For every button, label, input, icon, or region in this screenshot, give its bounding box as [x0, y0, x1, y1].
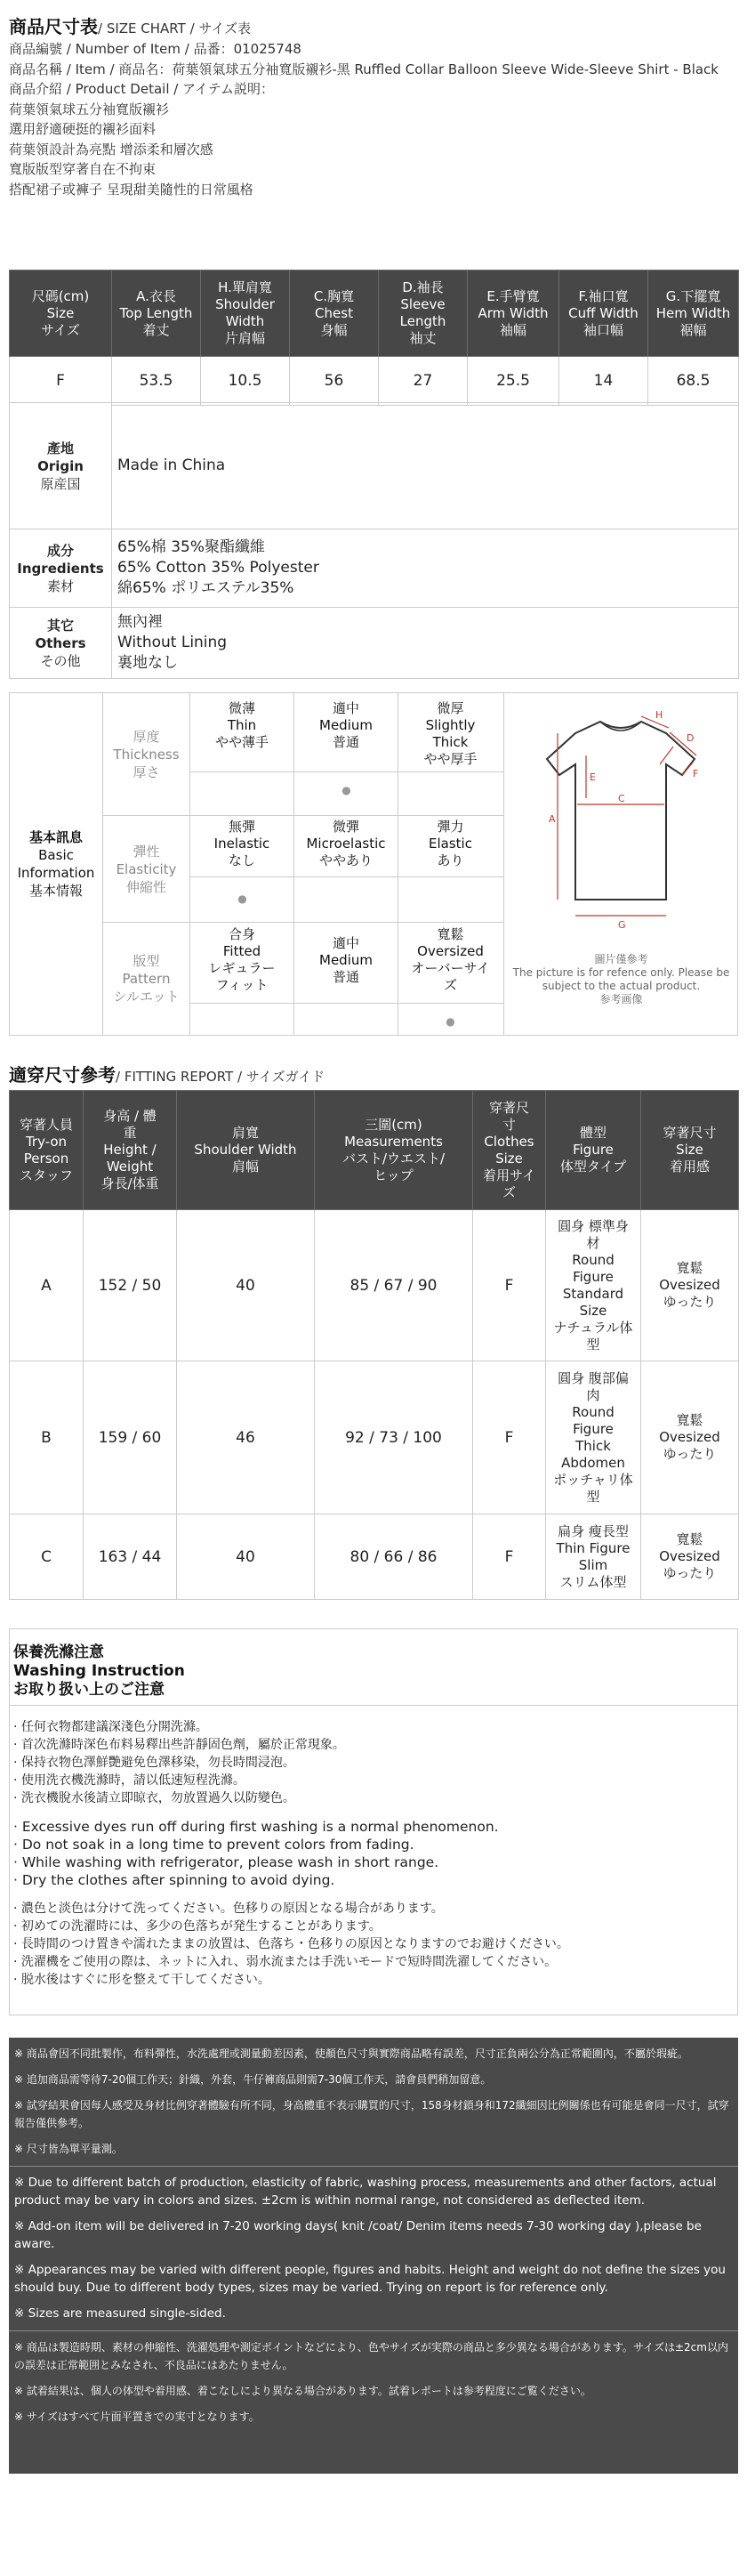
header-top-length: A.衣長 Top Length 着丈 [112, 271, 201, 357]
pattern-label: 版型 Pattern シルエット [103, 923, 190, 1035]
thickness-option-thin: 微薄 Thin やや薄手 [190, 700, 294, 816]
header-size: 尺碼(cm) Size サイズ [10, 271, 112, 357]
washing-item: · 使用洗衣機洗滌時，請以低速短程洗滌。 [13, 1773, 245, 1788]
fitting-header-row [10, 1091, 739, 1210]
product-info [9, 39, 738, 199]
fitting-row [10, 1210, 739, 1361]
diagram-letter-a: A [549, 813, 556, 825]
washing-item: · 脱水後はすぐに形を整えて干してください。 [13, 1973, 270, 1987]
size-cell: F [473, 1514, 546, 1600]
washing-item: · While washing with refrigerator, please wash in short range. [13, 1854, 439, 1870]
size-cell: 27 [379, 357, 468, 406]
washing-body [13, 1718, 734, 1999]
header-fit: 穿著尺寸 Size 着用感 [641, 1091, 739, 1210]
item-number: 商品編號 / Number of Item / 品番：01025748 [9, 41, 301, 57]
washing-title-jp: お取り扱い上のご注意 [13, 1681, 165, 1699]
size-cell: 68.5 [648, 357, 739, 406]
note-item: ※ Sizes are measured single-sided. [14, 2306, 226, 2321]
header-figure: 體型 Figure 体型タイプ [546, 1091, 641, 1210]
diagram-letter-f: F [693, 768, 699, 779]
figure-cell: 圓身 腹部偏 肉 Round Figure Thick Abdomen ポッチャリ体 型 [546, 1361, 641, 1514]
origin-label: 產地 Origin 原産国 [10, 403, 112, 529]
note-item: ※ Due to different batch of production, elasticity of fabric, washing process, measurements and other factors, actual product may be vary in colors and sizes. ±2cm is within normal range, not considered as deflected item. [14, 2176, 717, 2208]
person-cell: C [10, 1514, 84, 1600]
washing-item: · 洗濯機をご使用の際は、ネットに入れ、弱水流または手洗いモードで短時間洗濯してください。 [13, 1955, 558, 1969]
washing-item: · 洗衣機脫水後請立即晾衣，勿放置過久以防變色。 [13, 1791, 295, 1805]
thickness-option-thick: 微厚 Slightly Thick やや厚手 [423, 700, 478, 767]
height-weight-cell: 163 / 44 [84, 1514, 177, 1600]
size-cell: 53.5 [112, 357, 201, 406]
size-chart-table [9, 270, 739, 406]
fitting-report-heading [9, 1061, 325, 1086]
header-height-weight: 身高 / 體 重 Height / Weight 身長/体重 [84, 1091, 177, 1210]
header-cuff-width: F.袖口寬 Cuff Width 袖口幅 [559, 271, 648, 357]
notes-panel [9, 2038, 738, 2474]
note-item: ※ 尺寸皆為單平量測。 [14, 2143, 123, 2155]
fit-cell: 寬鬆 Ovesized ゆったり [641, 1514, 739, 1600]
header-shoulder: 肩寬 Shoulder Width 肩幅 [177, 1091, 315, 1210]
basic-information-label: 基本訊息 Basic Information 基本情報 [10, 693, 103, 1035]
note-item: ※ サイズはすべて片面平置きでの実寸となります。 [14, 2410, 260, 2423]
washing-item: · 長時間のつけ置きや濡れたままの放置は、色落ち・色移りの原因となりますのでお避けください。 [13, 1937, 569, 1951]
product-detail-line: 選用舒適硬挺的襯衫面料 [9, 121, 157, 137]
product-detail-table [9, 402, 739, 679]
note-item: ※ 試穿結果會因每人感受及身材比例穿著體驗有所不同，身高體重不表示購買的尺寸，158身材鎖身和172纖細因比例關係也有可能是會同一尺寸，試穿報告僅供參考。 [14, 2099, 729, 2129]
washing-item: · 首次洗滌時深色布料易釋出些許靜固色劑，屬於正常現象。 [13, 1738, 345, 1752]
diagram-letter-g: G [618, 919, 626, 931]
diagram-letter-h: H [655, 709, 663, 721]
shoulder-cell: 40 [177, 1210, 315, 1361]
note-item: ※ 試着結果は、個人の体型や着用感、着こなしにより異なる場合があります。試着レポートは参考程度にご覧ください。 [14, 2385, 591, 2397]
notes-divider [9, 2330, 738, 2331]
fabric-attributes-grid [103, 693, 503, 1035]
size-cell: 56 [290, 357, 379, 406]
washing-jp-list [13, 1900, 734, 1989]
size-row [10, 357, 739, 406]
size-cell: F [473, 1210, 546, 1361]
fitting-report-subtitle: / FITTING REPORT / サイズガイド [116, 1069, 325, 1085]
ingredients-value: 65%棉 35%聚酯纖維 65% Cotton 35% Polyester 綿65% ポリエステル35% [112, 529, 739, 608]
washing-item: · Excessive dyes run off during first washing is a normal phenomenon. [13, 1819, 499, 1835]
height-weight-cell: 159 / 60 [84, 1361, 177, 1514]
basic-information-panel [9, 692, 738, 1036]
note-item: ※ 商品會因不同批製作，布料彈性，水洗處理或測量動差因素，使顏色尺寸與實際商品略有誤差，尺寸正負兩公分為正常範圍內，不屬於瑕疵。 [14, 2047, 688, 2060]
others-row [10, 608, 739, 679]
elasticity-selected-dot: ● [237, 892, 247, 905]
pattern-option-medium: 適中 Medium 普通 [294, 935, 398, 1035]
header-clothes-size: 穿著尺 寸 Clothes Size 着用サイ ズ [473, 1091, 546, 1210]
measurements-cell: 92 / 73 / 100 [315, 1361, 473, 1514]
product-detail-line: 荷葉領設計為亮點 增添柔和層次感 [9, 141, 213, 157]
thickness-label: 厚度 Thickness 厚さ [103, 693, 190, 815]
washing-heading [10, 1629, 737, 1706]
header-chest: C.胸寬 Chest 身幅 [290, 271, 379, 357]
product-detail-label: 商品介紹 / Product Detail / アイテム説明： [9, 81, 274, 97]
washing-item: · 保持衣物色澤鮮艷避免色澤移染，勿長時間浸泡。 [13, 1756, 295, 1770]
figure-cell: 圓身 標準身 材 Round Figure Standard Size ナチュラル体 型 [546, 1210, 641, 1361]
washing-item: · 任何衣物都建議深淺色分開洗滌。 [13, 1720, 208, 1734]
measurement-diagram [503, 693, 737, 1035]
shoulder-cell: 40 [177, 1514, 315, 1600]
notes-cn [14, 2045, 733, 2158]
note-item: ※ 追加商品需等待7-20個工作天；針織，外套，牛仔褲商品則需7-30個工作天，請會員們稍加留意。 [14, 2073, 492, 2086]
size-cell: F [473, 1361, 546, 1514]
note-item: ※ Add-on item will be delivered in 7-20 working days( knit /coat/ Denim items needs 7-30 working day ),please be aware. [14, 2219, 702, 2251]
washing-title-en: Washing Instruction [13, 1662, 185, 1680]
note-item: ※ Appearances may be varied with different people, figures and habits. Height and weight do not define the sizes you should buy. Due to different body types, sizes may be varied. Trying on report is for reference only. [14, 2263, 726, 2295]
fit-cell: 寬鬆 Ovesized ゆったり [641, 1361, 739, 1514]
size-cell: 25.5 [468, 357, 559, 406]
pattern-option-oversized: 寬鬆 Oversized オーバーサイ ズ [411, 926, 490, 993]
figure-cell: 扁身 瘦長型 Thin Figure Slim スリム体型 [546, 1514, 641, 1600]
size-cell: F [10, 357, 112, 406]
diagram-letter-e: E [590, 771, 596, 783]
header-shoulder-width: H.單肩寬 Shoulder Width 片肩幅 [201, 271, 290, 357]
others-value: 無內裡 Without Lining 裏地なし [112, 608, 739, 679]
tshirt-diagram-icon [504, 693, 738, 933]
pattern-selected-dot: ● [446, 1015, 455, 1028]
elasticity-label: 彈性 Elasticity 伸縮性 [103, 816, 190, 922]
size-chart-title: 商品尺寸表 [9, 16, 98, 37]
item-name: 商品名稱 / Item / 商品名：荷葉領氣球五分袖寬版襯衫-黑 Ruffled Collar Balloon Sleeve Wide-Sleeve Shirt - Black [9, 61, 719, 77]
origin-value: Made in China [112, 403, 739, 529]
washing-item: · 初めての洗濯時には、多少の色落ちが発生することがあります。 [13, 1919, 382, 1934]
notes-jp [14, 2338, 733, 2426]
product-detail-line: 荷葉領氣球五分袖寬版襯衫 [9, 101, 170, 117]
header-sleeve-length: D.袖長 Sleeve Length 袖丈 [379, 271, 468, 357]
measurements-cell: 85 / 67 / 90 [315, 1210, 473, 1361]
washing-en-list [13, 1818, 734, 1889]
washing-item: · 濃色と淡色は分けて洗ってください。色移りの原因となる場合があります。 [13, 1902, 444, 1916]
product-detail-line: 寬版版型穿著自在不拘束 [9, 161, 157, 177]
size-chart-heading [9, 12, 251, 38]
origin-row [10, 403, 739, 529]
washing-cn-list [13, 1718, 734, 1807]
diagram-caption: 圖片僅參考 The picture is for refence only. Please be subject to the actual product. 参考画像 [512, 953, 730, 1005]
pattern-option-fitted: 合身 Fitted レギュラー フィット [190, 926, 294, 1035]
fit-cell: 寬鬆 Ovesized ゆったり [641, 1210, 739, 1361]
header-hem-width: G.下擺寬 Hem Width 裾幅 [648, 271, 739, 357]
shoulder-cell: 46 [177, 1361, 315, 1514]
size-chart-header-row [10, 271, 739, 357]
thickness-option-medium: 適中 Medium 普通 [294, 700, 398, 816]
washing-title-cn: 保養洗滌注意 [13, 1643, 104, 1661]
person-cell: B [10, 1361, 84, 1514]
elasticity-option-microelastic: 微彈 Microelastic ややあり [294, 816, 398, 923]
fitting-report-table [9, 1090, 739, 1600]
ingredients-label: 成分 Ingredients 素材 [10, 529, 112, 608]
washing-instruction-panel [9, 1628, 738, 2015]
person-cell: A [10, 1210, 84, 1361]
fitting-row [10, 1361, 739, 1514]
header-measurements: 三圍(cm) Measurements バスト/ウエスト/ ヒップ [315, 1091, 473, 1210]
diagram-letter-c: C [618, 793, 625, 804]
ingredients-row [10, 529, 739, 608]
elasticity-option-inelastic: 無彈 Inelastic なし [190, 816, 294, 923]
washing-item: · Dry the clothes after spinning to avoid dying. [13, 1872, 335, 1888]
diagram-letter-d: D [687, 732, 695, 744]
fitting-row [10, 1514, 739, 1600]
thickness-selected-dot: ● [341, 784, 351, 796]
header-try-on-person: 穿著人員 Try-on Person スタッフ [10, 1091, 84, 1210]
height-weight-cell: 152 / 50 [84, 1210, 177, 1361]
size-chart-subtitle: / SIZE CHART / サイズ表 [98, 20, 252, 36]
washing-item: · Do not soak in a long time to prevent colors from fading. [13, 1837, 414, 1853]
header-arm-width: E.手臂寬 Arm Width 袖幅 [468, 271, 559, 357]
fitting-report-title: 適穿尺寸參考 [9, 1064, 116, 1086]
size-cell: 14 [559, 357, 648, 406]
product-detail-line: 搭配裙子或褲子 呈現甜美隨性的日常風格 [9, 181, 253, 198]
note-item: ※ 商品は製造時期、素材の伸縮性、洗濯処理や測定ポイントなどにより、色やサイズが実際の商品と多少異なる場合があります。サイズは±2cm以内の誤差は正常範囲とみなされ、不良品にはあたりません。 [14, 2341, 728, 2371]
notes-en [14, 2174, 733, 2322]
others-label: 其它 Others その他 [10, 608, 112, 679]
notes-divider [9, 2166, 738, 2167]
size-cell: 10.5 [201, 357, 290, 406]
measurements-cell: 80 / 66 / 86 [315, 1514, 473, 1600]
elasticity-option-elastic: 彈力 Elastic あり [429, 819, 472, 868]
